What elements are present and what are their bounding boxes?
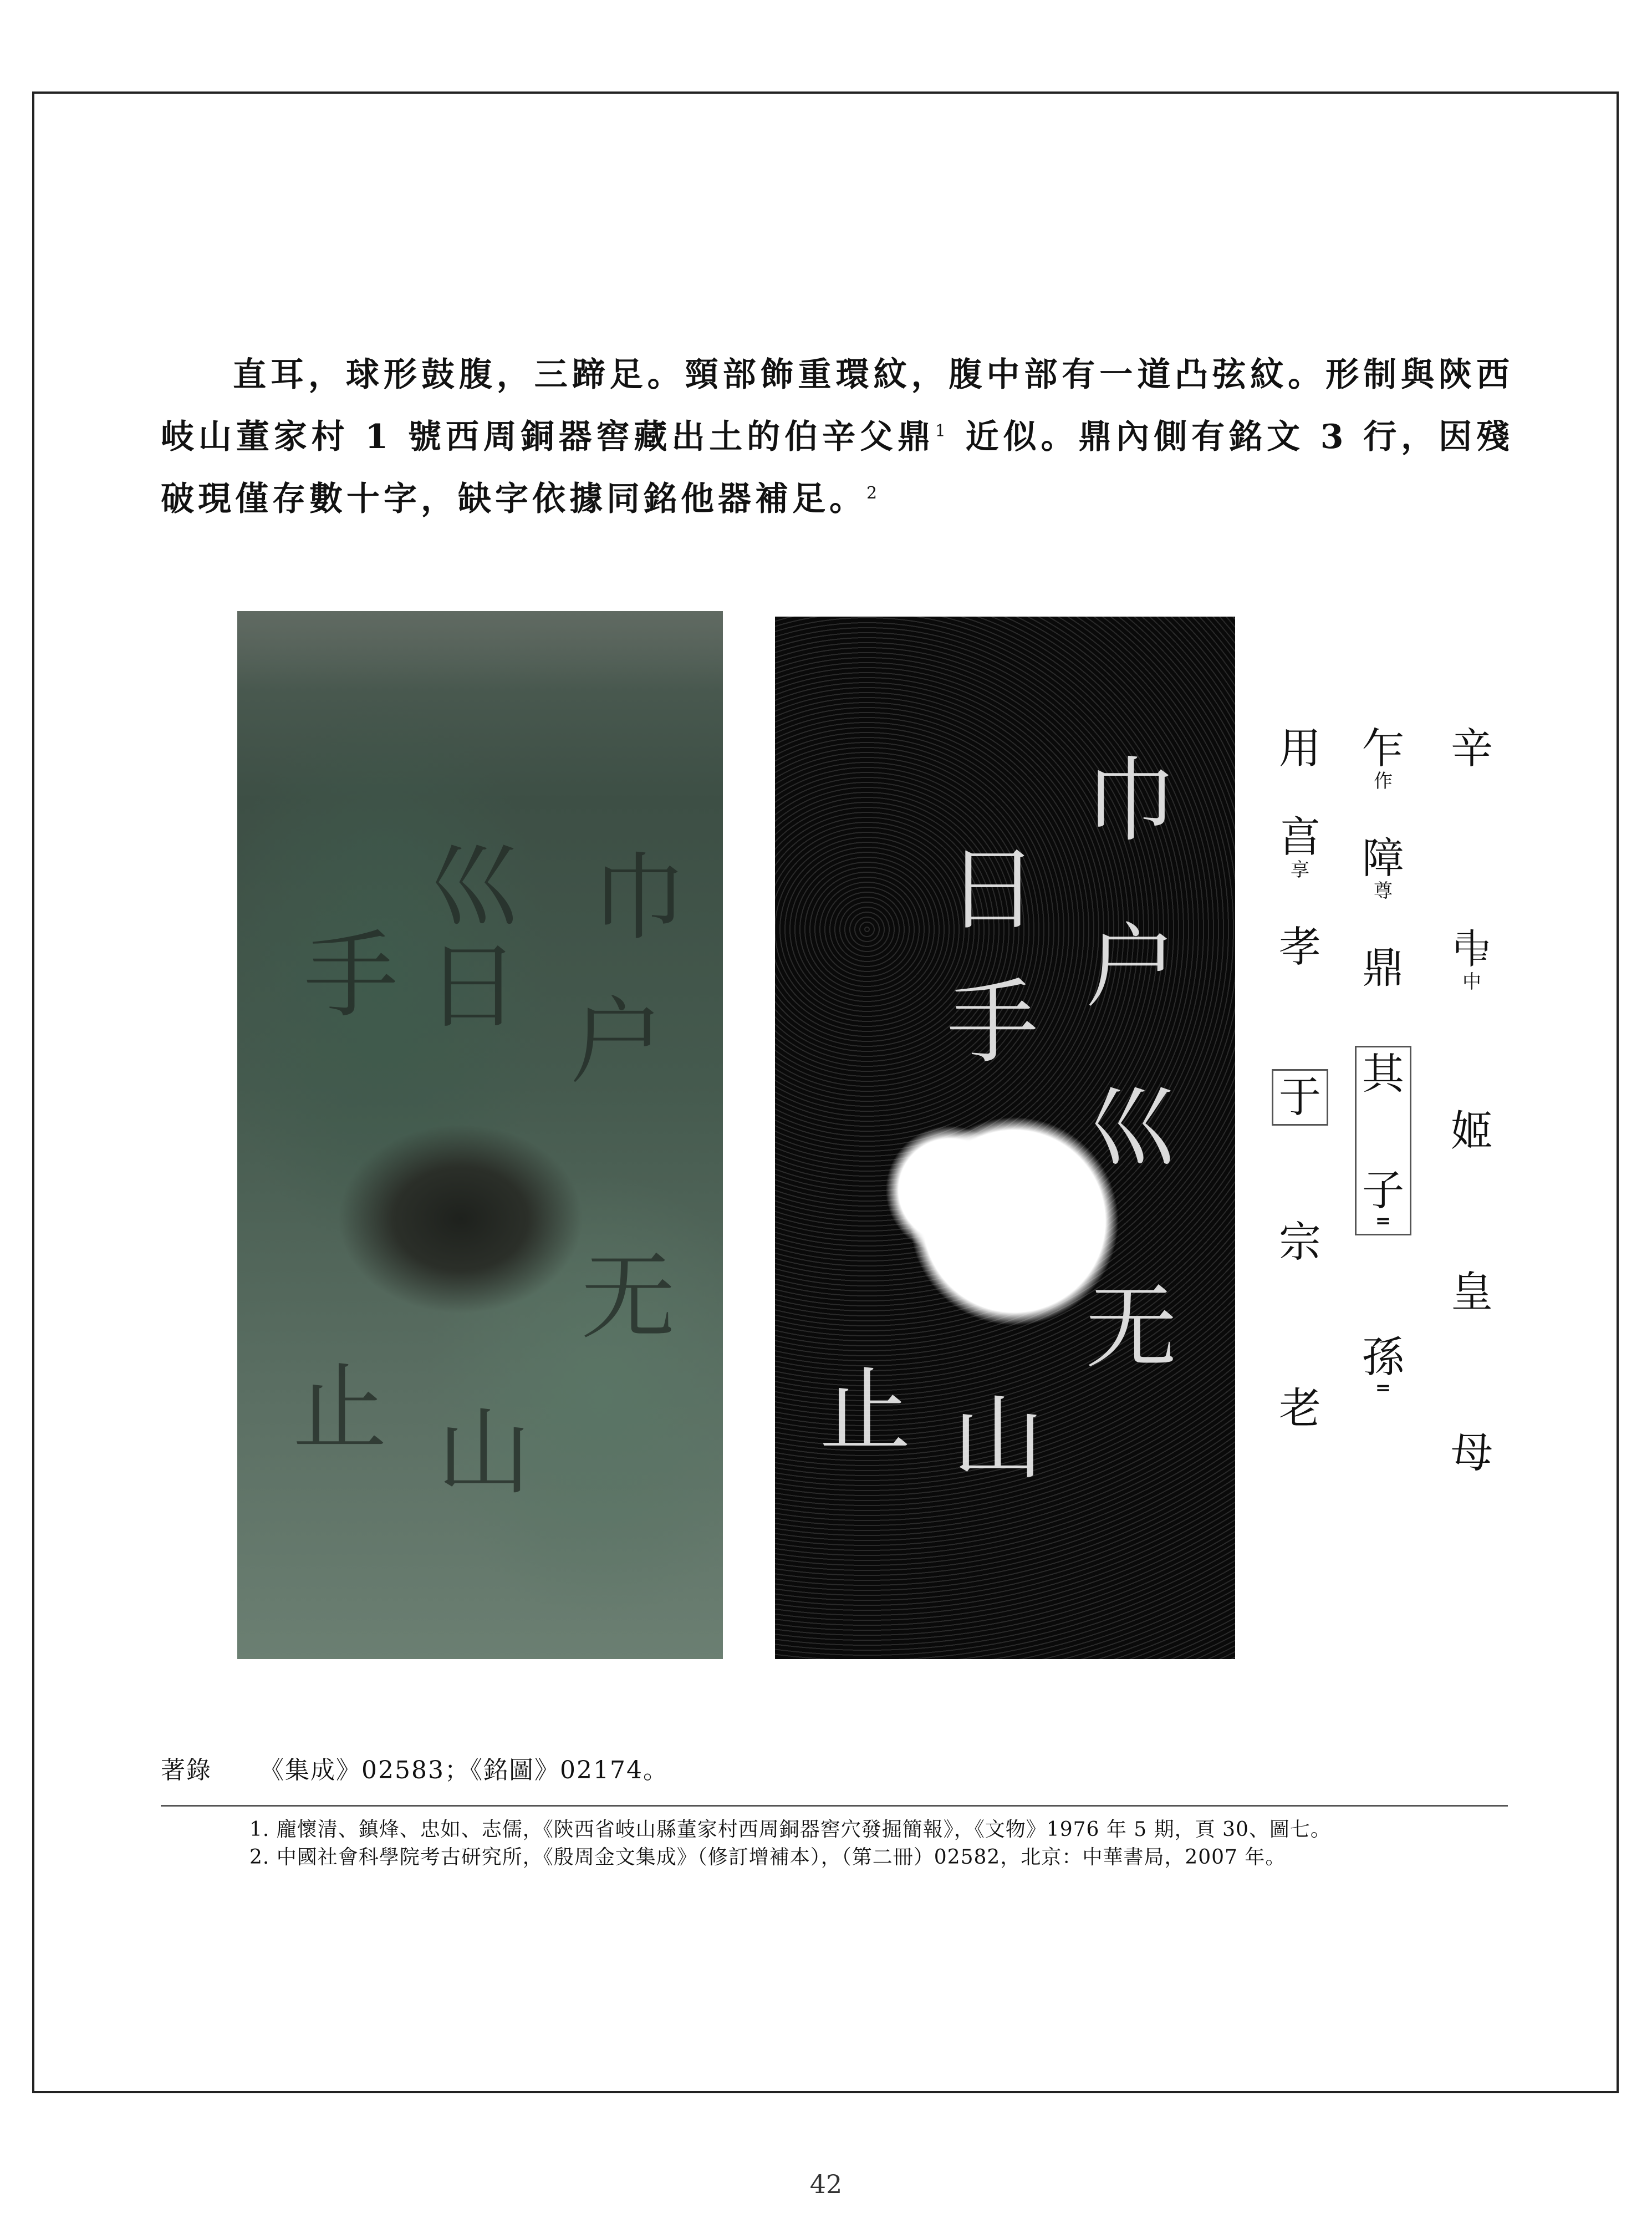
page-number: 42: [809, 2169, 843, 2199]
restored-character-box: [1272, 1069, 1328, 1126]
footnote-ref-2[interactable]: 2: [866, 484, 881, 503]
footnote-divider: [161, 1805, 1508, 1807]
rubbing-glyph: ⼱: [1085, 747, 1177, 854]
transcription-column-3: [1269, 726, 1330, 1431]
transcription-gloss: 尊: [1374, 880, 1393, 902]
rubbing-glyph: ⽇: [947, 836, 1038, 943]
transcription-char: 𠁩: [1451, 924, 1493, 974]
transcription-char: 乍: [1362, 724, 1404, 773]
restored-characters-box: [1355, 1046, 1411, 1235]
body-text-1: 直耳，球形鼓腹，三蹄足。頸部飾重環紋，腹中部有一道凸弦紋。形制與陝西岐山董家村 1 號西周銅器窖藏出土的伯辛父鼎: [161, 355, 1513, 456]
rubbing-glyph: ⽌: [819, 1357, 911, 1464]
photo-glyph: ⼮: [426, 832, 521, 942]
rubbing-glyph: ⼾: [1085, 914, 1177, 1020]
transcription-column-2: [1353, 724, 1414, 1399]
transcription-gloss: 享: [1291, 859, 1309, 881]
rubbing-glyph: ⽆: [1085, 1274, 1177, 1381]
photo-glyph: ⼿: [304, 921, 399, 1031]
photo-glyph: ⽇: [426, 932, 521, 1042]
rubbing-glyph: ⼭: [952, 1385, 1044, 1492]
transcription-char: 老: [1279, 1383, 1321, 1433]
transcription-char: 于: [1279, 1072, 1321, 1122]
footnotes: [249, 1816, 1331, 1871]
inscription-rubbing: [775, 617, 1235, 1659]
transcription-gloss: [1441, 771, 1502, 792]
duplication-mark: =: [1375, 1377, 1391, 1399]
records-line: [161, 1755, 669, 1786]
transcription-char: 孝: [1279, 922, 1321, 971]
transcription-gloss: 作: [1374, 770, 1393, 792]
footnote-ref-1[interactable]: 1: [935, 421, 950, 441]
transcription-char: 其: [1362, 1049, 1404, 1098]
body-text-2: 近似。鼎內側有銘文 3 行，因殘破現僅存數十字，缺字依據同銘他器補足。: [161, 418, 1513, 518]
footnote-2: 2. 中國社會科學院考古研究所，《殷周金文集成》（修訂增補本），（第二冊）02582，北京：中華書局，2007 年。: [249, 1846, 1286, 1869]
transcription-char: 宗: [1279, 1217, 1321, 1266]
body-paragraph: [161, 344, 1513, 530]
records-label: 著錄: [161, 1756, 212, 1784]
transcription-char: 障: [1362, 833, 1404, 883]
footnote-1: 1. 龐懷清、鎮烽、忠如、志儒，《陝西省岐山縣董家村西周銅器窖穴發掘簡報》，《文物》1976 年 5 期，頁 30、圖七。: [249, 1818, 1331, 1841]
photo-glyph: ⼾: [570, 988, 665, 1097]
transcription-char: 辛: [1451, 724, 1493, 773]
bronze-inscription-photo: [237, 611, 723, 1659]
transcription-char: 姬: [1451, 1106, 1493, 1156]
photo-glyph: ⽆: [581, 1243, 676, 1352]
transcription-char: 鼎: [1362, 943, 1404, 993]
records-value: 《集成》02583；《銘圖》02174。: [259, 1756, 669, 1784]
transcription-gloss: 中: [1462, 971, 1481, 993]
transcription-char: 孫: [1362, 1332, 1404, 1382]
transcription-char: 子: [1362, 1166, 1404, 1215]
rubbing-glyph: ⼮: [1085, 1075, 1177, 1181]
photo-glyph: ⽌: [293, 1354, 387, 1463]
transcription-char: 亯: [1279, 812, 1321, 862]
photo-glyph: ⼭: [437, 1398, 532, 1508]
duplication-mark: =: [1375, 1210, 1391, 1232]
transcription-char: 用: [1279, 724, 1321, 773]
photo-glyph: ⼱: [592, 843, 687, 953]
transcription-char: 皇: [1451, 1267, 1493, 1316]
rubbing-glyph: ⼿: [947, 969, 1038, 1076]
transcription-char: 母: [1451, 1428, 1493, 1477]
transcription-column-1: [1441, 726, 1502, 1475]
